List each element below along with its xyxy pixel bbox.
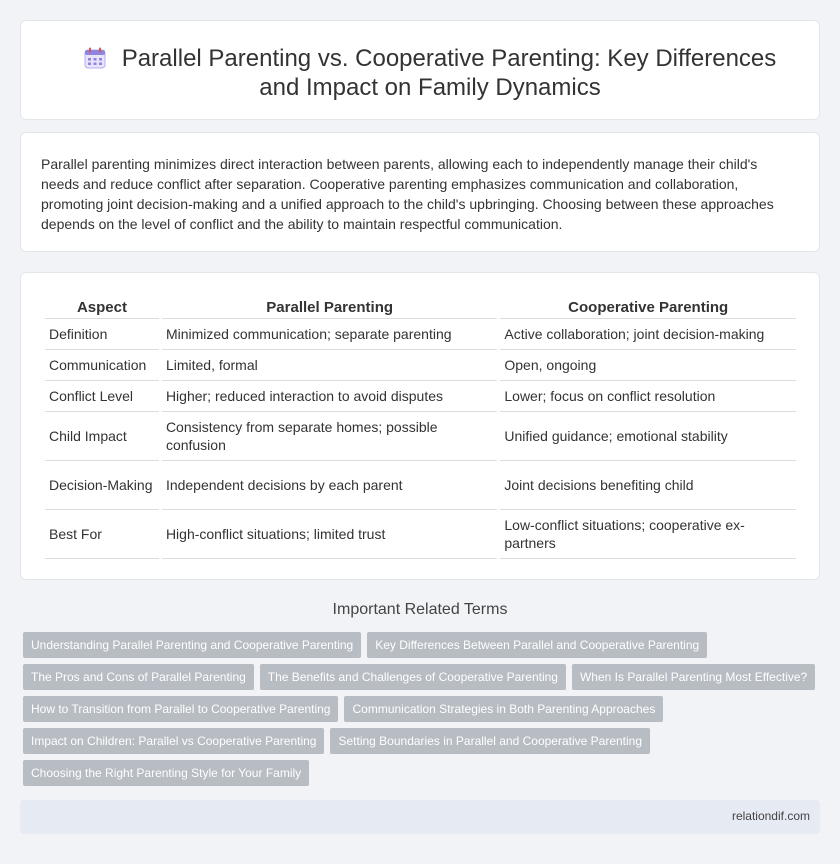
header-parallel: Parallel Parenting — [162, 295, 497, 319]
row-parallel: Independent decisions by each parent — [162, 461, 497, 510]
page-title-wrap — [61, 44, 799, 102]
related-terms-title: Important Related Terms — [332, 601, 508, 618]
row-cooperative: Open, ongoing — [500, 350, 796, 381]
tag-row — [23, 664, 823, 696]
related-term-tag[interactable]: The Pros and Cons of Parallel Parenting — [23, 664, 254, 690]
row-parallel: Minimized communication; separate parenting — [162, 319, 497, 350]
header-cooperative: Cooperative Parenting — [500, 295, 796, 319]
related-term-tag[interactable]: Setting Boundaries in Parallel and Cooperative Parenting — [330, 728, 650, 754]
table-header-row — [45, 295, 796, 319]
related-term-tag[interactable]: Communication Strategies in Both Parenting Approaches — [344, 696, 663, 722]
related-term-tag[interactable]: Understanding Parallel Parenting and Cooperative Parenting — [23, 632, 361, 658]
row-aspect: Definition — [45, 319, 159, 350]
tag-row — [23, 760, 823, 792]
related-term-tag[interactable]: How to Transition from Parallel to Cooperative Parenting — [23, 696, 338, 722]
comparison-table — [42, 295, 799, 559]
row-aspect: Communication — [45, 350, 159, 381]
row-parallel: Limited, formal — [162, 350, 497, 381]
page-title-text: Parallel Parenting vs. Cooperative Parenting: Key Differences and Impact on Family Dynamics — [121, 45, 777, 101]
related-terms-tags — [23, 632, 823, 792]
row-cooperative: Unified guidance; emotional stability — [500, 412, 796, 461]
related-term-tag[interactable]: Choosing the Right Parenting Style for Your Family — [23, 760, 309, 786]
row-parallel: High-conflict situations; limited trust — [162, 510, 497, 559]
row-aspect: Conflict Level — [45, 381, 159, 412]
row-cooperative: Low-conflict situations; cooperative ex-partners — [500, 510, 796, 559]
row-cooperative: Joint decisions benefiting child — [500, 461, 796, 510]
header-aspect: Aspect — [45, 295, 159, 319]
row-aspect: Best For — [45, 510, 159, 559]
tag-row — [23, 696, 823, 728]
table-row — [45, 412, 796, 461]
tag-row — [23, 632, 823, 664]
calendar-icon — [84, 47, 106, 69]
related-term-tag[interactable]: Impact on Children: Parallel vs Cooperative Parenting — [23, 728, 324, 754]
row-aspect: Decision-Making — [45, 461, 159, 510]
row-parallel: Higher; reduced interaction to avoid disputes — [162, 381, 497, 412]
intro-card — [20, 132, 820, 252]
row-parallel: Consistency from separate homes; possible confusion — [162, 412, 497, 461]
footer — [20, 800, 820, 834]
related-term-tag[interactable]: The Benefits and Challenges of Cooperative Parenting — [260, 664, 566, 690]
row-aspect: Child Impact — [45, 412, 159, 461]
tag-row — [23, 728, 823, 760]
table-row — [45, 319, 796, 350]
related-term-tag[interactable]: When Is Parallel Parenting Most Effective? — [572, 664, 815, 690]
table-row — [45, 510, 796, 559]
row-cooperative: Lower; focus on conflict resolution — [500, 381, 796, 412]
intro-paragraph: Parallel parenting minimizes direct interaction between parents, allowing each to independently manage their child's needs and reduce conflict after separation. Cooperative parenting emphasizes communication and collaboration, promoting joint decision-making and a unified approach to the child's upbringing. Choosing between these approaches depends on the level of conflict and the ability to maintain respectful communication. — [41, 156, 774, 232]
footer-site-link[interactable]: relationdif.com — [731, 809, 810, 823]
row-cooperative: Active collaboration; joint decision-making — [500, 319, 796, 350]
comparison-table-card — [20, 272, 820, 580]
table-row — [45, 461, 796, 510]
header-card — [20, 20, 820, 120]
related-term-tag[interactable]: Key Differences Between Parallel and Cooperative Parenting — [367, 632, 707, 658]
table-row — [45, 350, 796, 381]
table-row — [45, 381, 796, 412]
page-title — [61, 44, 799, 102]
